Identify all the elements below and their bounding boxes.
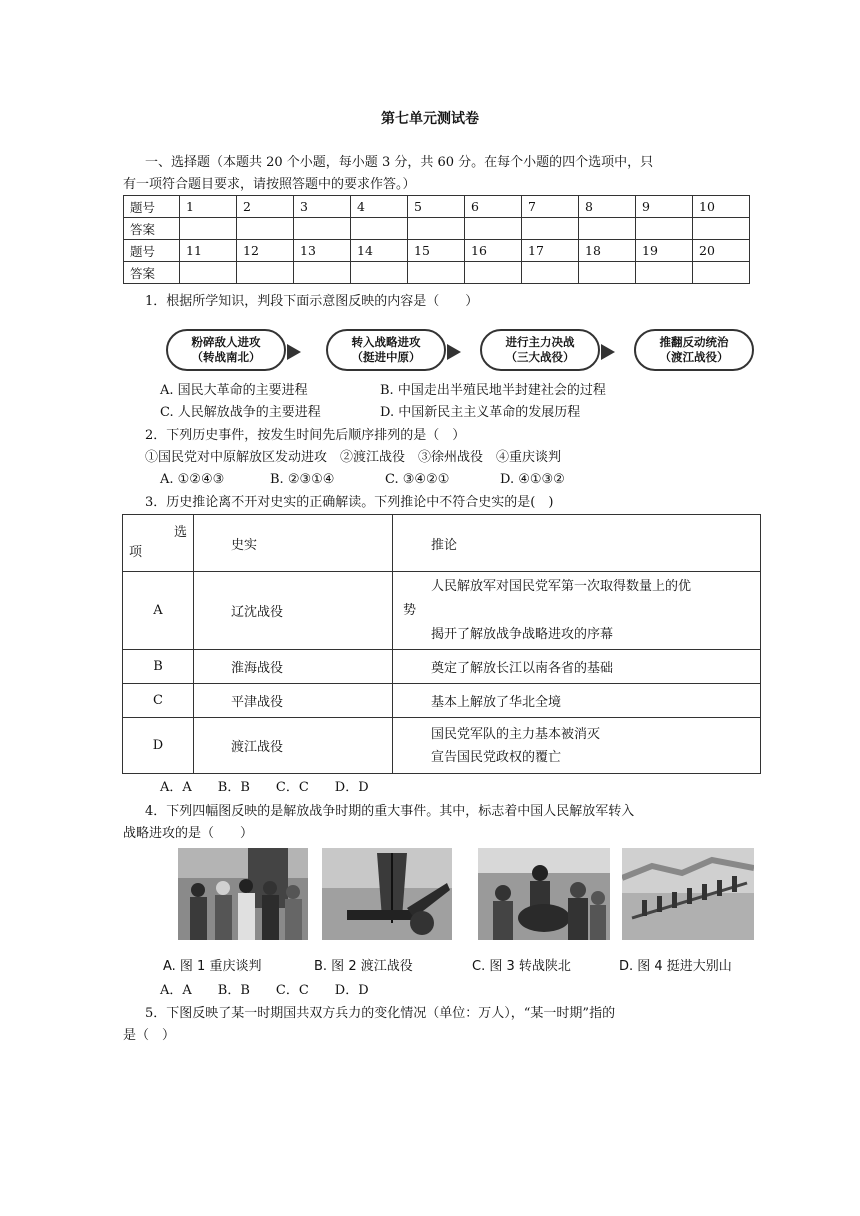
photo-caption-a: A. 图 1 重庆谈判 (163, 959, 262, 974)
cell-fact: 平津战役 (194, 684, 393, 718)
arrow-right-icon (447, 344, 461, 360)
inference-line: 国民党军队的主力基本被消灭 (431, 726, 601, 742)
question-number: 8 (579, 196, 636, 218)
flow-diagram (160, 326, 760, 376)
flow-node (480, 329, 600, 371)
question-number: 5 (408, 196, 465, 218)
question-number: 3 (294, 196, 351, 218)
inference-line: 揭开了解放战争战略进攻的序幕 (431, 626, 614, 642)
q1-option-a[interactable]: A. 国民大革命的主要进程 (160, 383, 308, 398)
section-instructions-line1: 一、选择题（本题共 20 个小题，每小题 3 分，共 60 分。在每个小题的四个选项中，只 (145, 155, 654, 170)
row-label-question: 题号 (124, 240, 180, 262)
cell-inference (393, 572, 761, 650)
answer-cell[interactable] (294, 218, 351, 240)
q5-stem-line1: 5．下图反映了某一时期国共双方兵力的变化情况（单位：万人），“某一时期”指的 (145, 1006, 616, 1021)
q2-option-c[interactable]: C. ③④②① (385, 472, 450, 487)
flow-node (166, 329, 286, 371)
answer-cell[interactable] (351, 262, 408, 284)
question-number: 16 (465, 240, 522, 262)
answer-cell[interactable] (180, 218, 237, 240)
photo-shaanbei-campaign (478, 848, 610, 940)
question-number: 11 (180, 240, 237, 262)
q4-stem-line1: 4．下列四幅图反映的是解放战争时期的重大事件。其中，标志着中国人民解放军转入 (145, 804, 635, 819)
question-number: 4 (351, 196, 408, 218)
header-option-b: 项 (129, 545, 143, 560)
cell-option: A (123, 572, 194, 650)
answer-cell[interactable] (693, 218, 750, 240)
question-number: 14 (351, 240, 408, 262)
flow-node (634, 329, 754, 371)
answer-cell[interactable] (351, 218, 408, 240)
flow-node-sub: （挺进中原） (351, 350, 421, 364)
cell-inference (393, 718, 761, 774)
q4-options[interactable]: A．A B．B C．C D．D (160, 983, 369, 998)
q3-stem: 3．历史推论离不开对史实的正确解读。下列推论中不符合史实的是( ) (145, 495, 554, 510)
question-number: 17 (522, 240, 579, 262)
arrow-right-icon (287, 344, 301, 360)
q1-option-b[interactable]: B. 中国走出半殖民地半封建社会的过程 (380, 383, 606, 398)
answer-cell[interactable] (522, 262, 579, 284)
flow-node-title: 转入战略进攻 (351, 335, 421, 349)
table-row (123, 572, 761, 650)
question-number: 6 (465, 196, 522, 218)
q2-option-d[interactable]: D. ④①③② (500, 472, 565, 487)
answer-cell[interactable] (465, 262, 522, 284)
answer-cell[interactable] (636, 262, 693, 284)
header-option-a: 选 (173, 525, 187, 540)
table-row (124, 196, 750, 218)
question-number: 15 (408, 240, 465, 262)
q2-items: ①国民党对中原解放区发动进攻 ②渡江战役 ③徐州战役 ④重庆谈判 (145, 450, 562, 465)
table-row (124, 218, 750, 240)
cell-fact: 淮海战役 (194, 650, 393, 684)
question-number: 19 (636, 240, 693, 262)
answer-cell[interactable] (237, 218, 294, 240)
inference-line: 人民解放军对国民党军第一次取得数量上的优 (431, 578, 692, 594)
q1-option-c[interactable]: C. 人民解放战争的主要进程 (160, 405, 321, 420)
inference-line: 宣告国民党政权的覆亡 (431, 749, 562, 765)
row-label-answer: 答案 (124, 218, 180, 240)
question-number: 12 (237, 240, 294, 262)
row-label-question: 题号 (124, 196, 180, 218)
photo-caption-c: C. 图 3 转战陕北 (472, 959, 571, 974)
cell-fact: 渡江战役 (194, 718, 393, 774)
answer-cell[interactable] (408, 262, 465, 284)
answer-table (123, 195, 750, 284)
photo-dabie-mountains (622, 848, 754, 940)
arrow-right-icon (601, 344, 615, 360)
q4-stem-line2: 战略进攻的是（ ） (123, 826, 254, 841)
table-row (123, 650, 761, 684)
answer-cell[interactable] (579, 262, 636, 284)
table-row (124, 262, 750, 284)
cell-option: C (123, 684, 194, 718)
history-table (122, 514, 761, 774)
flow-node-sub: （转战南北） (191, 350, 261, 364)
answer-cell[interactable] (579, 218, 636, 240)
photo-river-crossing (322, 848, 452, 940)
answer-cell[interactable] (237, 262, 294, 284)
cell-inference: 基本上解放了华北全境 (393, 684, 761, 718)
q1-option-d[interactable]: D. 中国新民主主义革命的发展历程 (380, 405, 581, 420)
page-title: 第七单元测试卷 (381, 111, 479, 127)
question-number: 7 (522, 196, 579, 218)
photo-chongqing-negotiation (178, 848, 308, 940)
photo-caption-b: B. 图 2 渡江战役 (314, 959, 413, 974)
flow-node-sub: （渡江战役） (659, 350, 729, 364)
question-number: 2 (237, 196, 294, 218)
cell-option: B (123, 650, 194, 684)
answer-cell[interactable] (180, 262, 237, 284)
header-option (123, 515, 194, 572)
answer-cell[interactable] (693, 262, 750, 284)
header-fact: 史实 (194, 515, 393, 572)
flow-node-title: 粉碎敌人进攻 (191, 335, 261, 349)
cell-fact: 辽沈战役 (194, 572, 393, 650)
q2-option-a[interactable]: A. ①②④③ (160, 472, 225, 487)
question-number: 1 (180, 196, 237, 218)
flow-node-sub: （三大战役） (505, 350, 575, 364)
answer-cell[interactable] (636, 218, 693, 240)
cell-inference: 奠定了解放长江以南各省的基础 (393, 650, 761, 684)
q1-stem: 1．根据所学知识，判段下面示意图反映的内容是（ ） (145, 294, 479, 309)
table-row (123, 718, 761, 774)
table-row (124, 240, 750, 262)
question-number: 10 (693, 196, 750, 218)
flow-node (326, 329, 446, 371)
section-instructions-line2: 有一项符合题目要求，请按照答题中的要求作答。） (123, 177, 416, 192)
question-number: 13 (294, 240, 351, 262)
photo-caption-d: D. 图 4 挺进大别山 (619, 959, 732, 974)
question-number: 9 (636, 196, 693, 218)
table-row (123, 515, 761, 572)
header-inference: 推论 (393, 515, 761, 572)
q5-stem-line2: 是（ ） (123, 1028, 176, 1043)
inference-line: 势 (403, 602, 417, 618)
flow-node-title: 进行主力决战 (505, 335, 575, 349)
cell-option: D (123, 718, 194, 774)
q2-stem: 2．下列历史事件，按发生时间先后顺序排列的是（ ） (145, 428, 466, 443)
row-label-answer: 答案 (124, 262, 180, 284)
answer-cell[interactable] (522, 218, 579, 240)
flow-node-title: 推翻反动统治 (659, 335, 729, 349)
table-row (123, 684, 761, 718)
question-number: 18 (579, 240, 636, 262)
answer-cell[interactable] (465, 218, 522, 240)
q2-option-b[interactable]: B. ②③①④ (270, 472, 335, 487)
answer-cell[interactable] (408, 218, 465, 240)
answer-cell[interactable] (294, 262, 351, 284)
q3-options[interactable]: A．A B．B C．C D．D (160, 780, 369, 795)
question-number: 20 (693, 240, 750, 262)
